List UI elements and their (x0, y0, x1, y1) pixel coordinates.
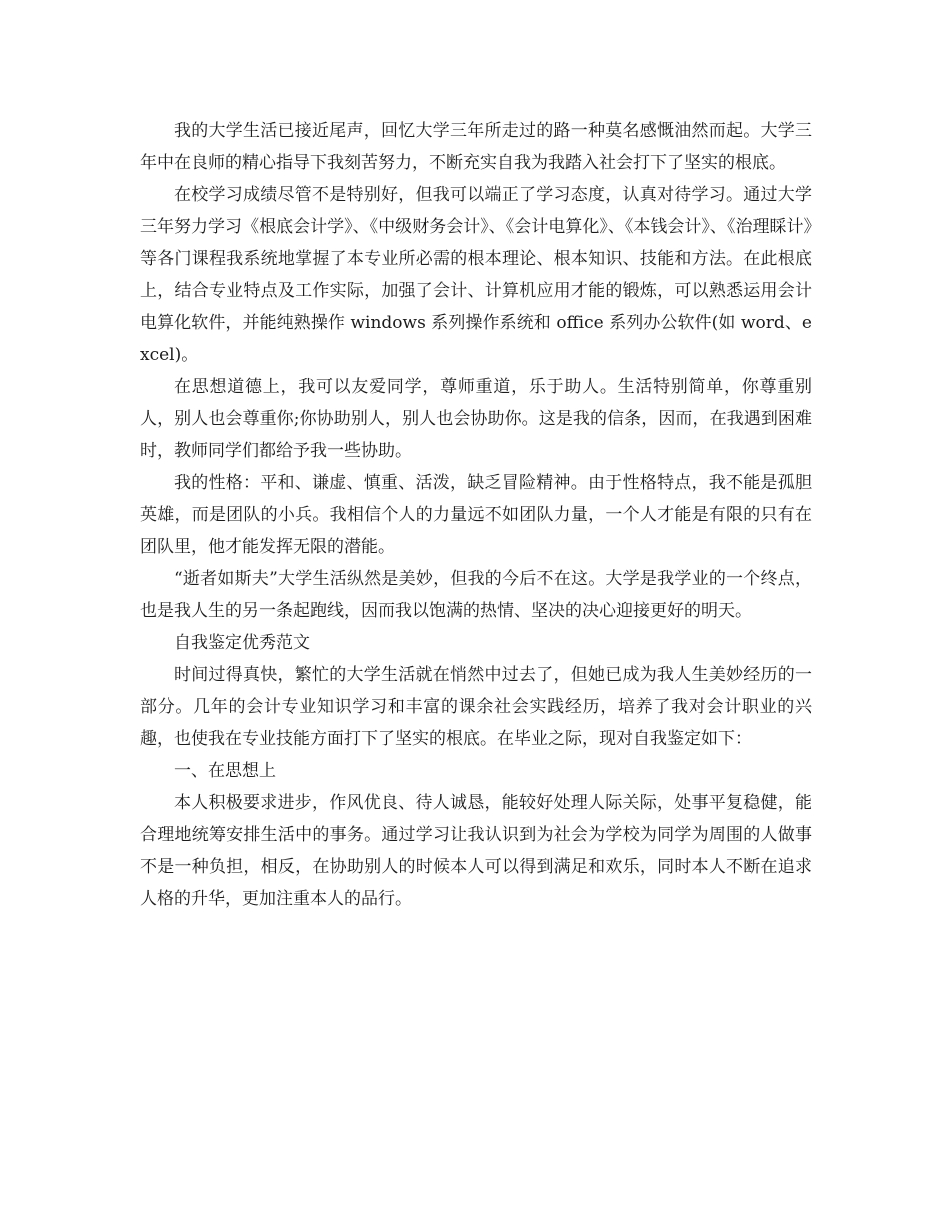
document-body (140, 115, 812, 915)
paragraph-intro: 时间过得真快，繁忙的大学生活就在悄然中过去了，但她已成为我人生美妙经历的一部分。几年的会计专业知识学习和丰富的课余社会实践经历，培养了我对会计职业的兴趣，也使我在专业技能方面打下了坚实的根底。在毕业之际，现对自我鉴定如下： (140, 665, 812, 749)
paragraph-moral-character: 在思想道德上，我可以友爱同学，尊师重道，乐于助人。生活特别简单，你尊重别人，别人也会尊重你;你协助别人，别人也会协助你。这是我的信条，因而，在我遇到困难时，教师同学们都给予我一些协助。 (140, 377, 812, 461)
subheading-ideology: 一、在思想上 (174, 761, 276, 781)
paragraph-ideology-details: 本人积极要求进步，作风优良、待人诚恳，能较好处理人际关际，处事平复稳健，能合理地统筹安排生活中的事务。通过学习让我认识到为社会为学校为同学为周围的人做事不是一种负担，相反，在协助别人的时候本人可以得到满足和欢乐，同时本人不断在追求人格的升华，更加注重本人的品行。 (140, 793, 812, 909)
section-title: 自我鉴定优秀范文 (174, 633, 310, 653)
paragraph-future-outlook: “逝者如斯夫”大学生活纵然是美妙，但我的今后不在这。大学是我学业的一个终点，也是我人生的另一条起跑线，因而我以饱满的热情、坚决的决心迎接更好的明天。 (140, 569, 812, 621)
paragraph-study-performance: 在校学习成绩尽管不是特别好，但我可以端正了学习态度，认真对待学习。通过大学三年努力学习《根底会计学》、《中级财务会计》、《会计电算化》、《本钱会计》、《治理睬计》等各门课程我系统地掌握了本专业所必需的根本理论、根本知识、技能和方法。在此根底上，结合专业特点及工作实际，加强了会计、计算机应用才能的锻炼，可以熟悉运用会计电算化软件，并能纯熟操作 windows 系列操作系统和 office 系列办公软件(如 word、excel)。 (140, 185, 812, 365)
paragraph-graduation-reflection: 我的大学生活已接近尾声，回忆大学三年所走过的路一种莫名感慨油然而起。大学三年中在良师的精心指导下我刻苦努力，不断充实自我为我踏入社会打下了坚实的根底。 (140, 121, 812, 173)
paragraph-personality: 我的性格：平和、谦虚、慎重、活泼，缺乏冒险精神。由于性格特点，我不能是孤胆英雄，而是团队的小兵。我相信个人的力量远不如团队力量，一个人才能是有限的只有在团队里，他才能发挥无限的潜能。 (140, 473, 812, 557)
